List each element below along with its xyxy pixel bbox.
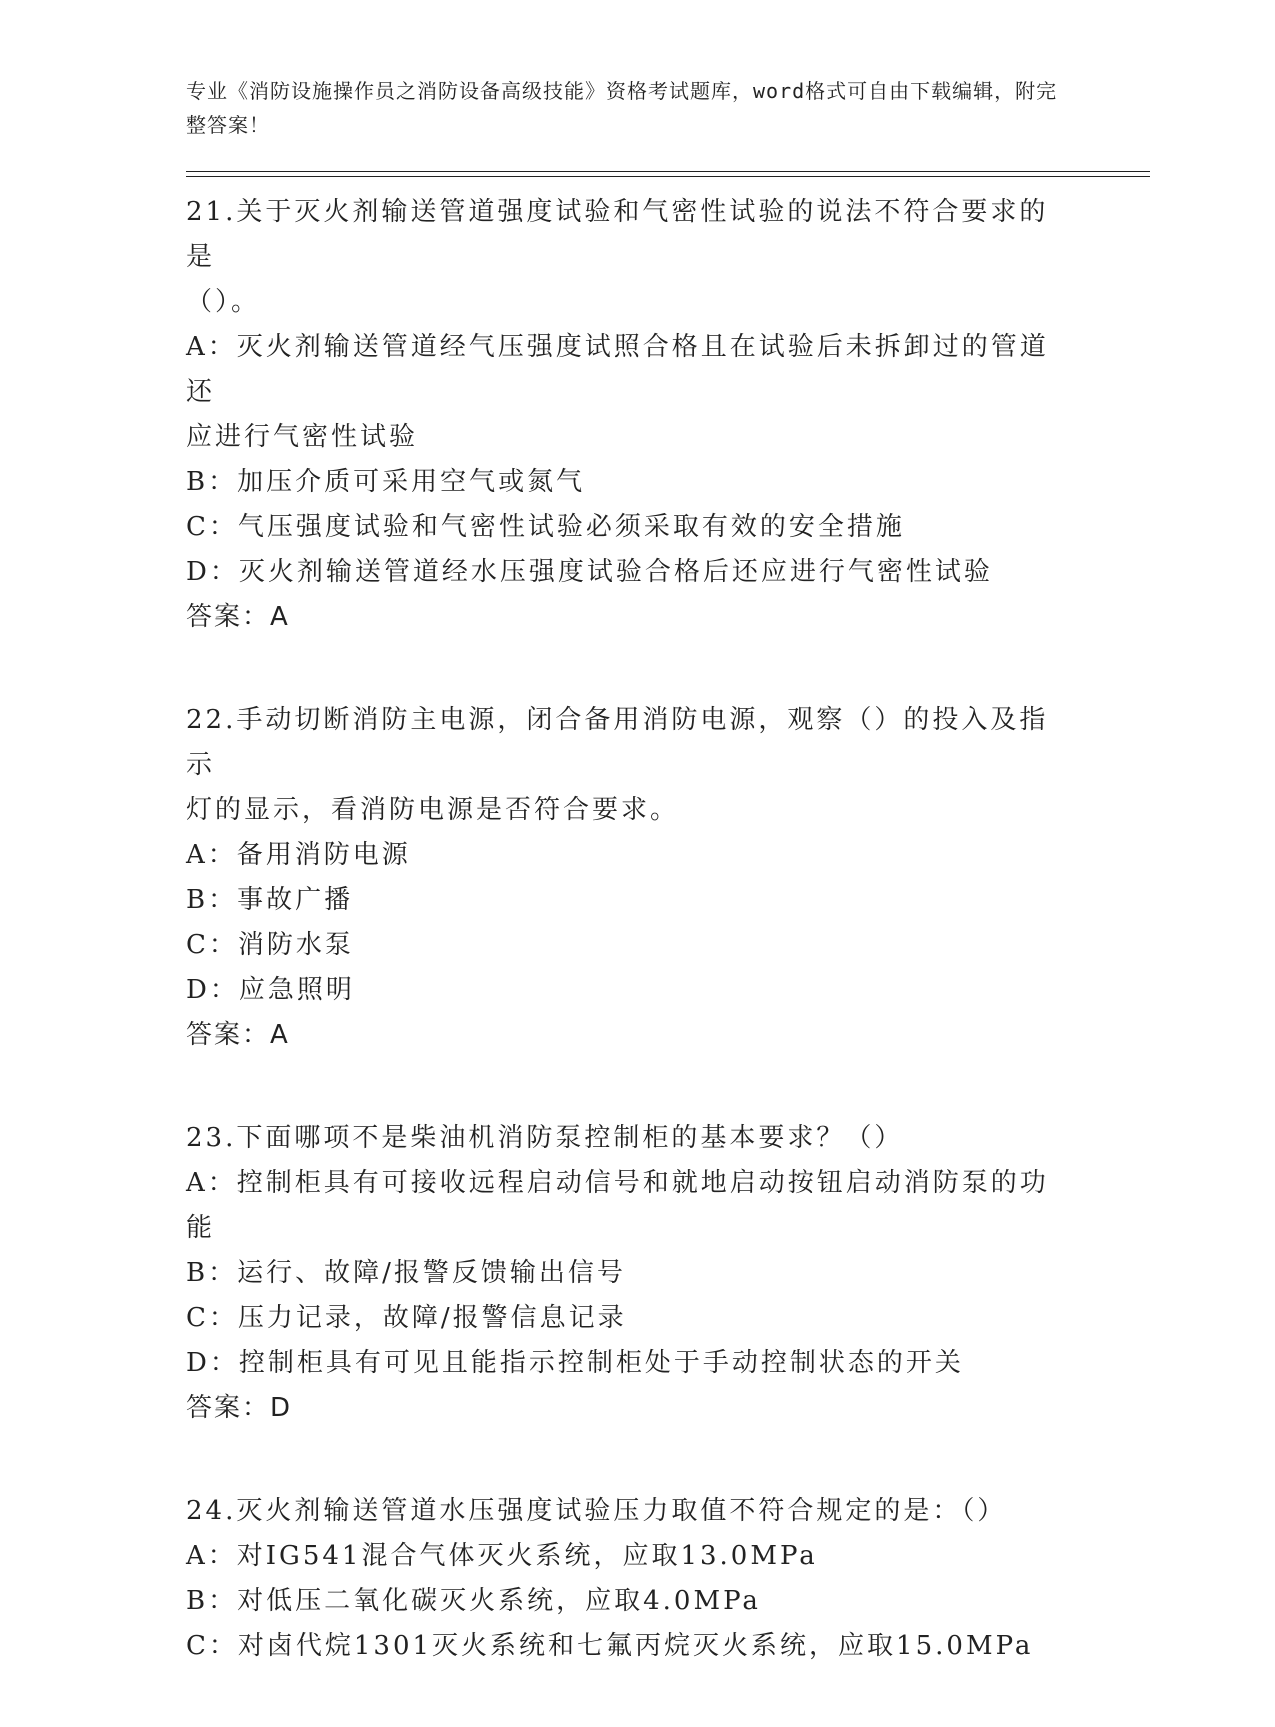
question-number: 24. xyxy=(186,1496,237,1526)
question-stem-line: 灭火剂输送管道水压强度试验压力取值不符合规定的是：（） xyxy=(236,1496,1007,1526)
option-a-continued: 应进行气密性试验 xyxy=(186,422,419,452)
question-stem-line: 关于灭火剂输送管道强度试验和气密性试验的说法不符合要求的是 xyxy=(186,197,1049,272)
option-b: B：加压介质可采用空气或氮气 xyxy=(186,467,586,497)
option-c: C：消防水泵 xyxy=(186,930,354,960)
option-b: B：对低压二氧化碳灭火系统，应取4.0MPa xyxy=(186,1586,761,1616)
question-22 xyxy=(186,698,1076,1058)
header-rule-bottom xyxy=(186,176,1150,177)
option-a: A：灭火剂输送管道经气压强度试照合格且在试验后未拆卸过的管道还 xyxy=(186,332,1049,407)
answer: 答案：A xyxy=(186,602,290,632)
question-stem xyxy=(186,1116,1076,1161)
option-b: B：运行、故障/报警反馈输出信号 xyxy=(186,1258,626,1288)
document-header xyxy=(186,74,1066,142)
question-24 xyxy=(186,1489,1076,1669)
option-a: A：备用消防电源 xyxy=(186,840,411,870)
header-text: 专业《消防设施操作员之消防设备高级技能》资格考试题库，word格式可自由下载编辑，附完整答案！ xyxy=(186,79,1058,137)
question-stem-line: 手动切断消防主电源，闭合备用消防电源，观察（）的投入及指示 xyxy=(186,705,1049,780)
question-stem xyxy=(186,698,1076,788)
question-stem xyxy=(186,190,1076,280)
header-rule-top xyxy=(186,171,1150,172)
option-a: A：对IG541混合气体灭火系统，应取13.0MPa xyxy=(186,1541,818,1571)
question-number: 22. xyxy=(186,705,237,735)
option-c: C：气压强度试验和气密性试验必须采取有效的安全措施 xyxy=(186,512,905,542)
option-b: B：事故广播 xyxy=(186,885,354,915)
question-21 xyxy=(186,190,1076,640)
question-stem xyxy=(186,1489,1076,1534)
option-d: D：控制柜具有可见且能指示控制柜处于手动控制状态的开关 xyxy=(186,1348,964,1378)
answer: 答案：A xyxy=(186,1020,290,1050)
answer: 答案：D xyxy=(186,1393,293,1423)
option-c: C：对卤代烷1301灭火系统和七氟丙烷灭火系统，应取15.0MPa xyxy=(186,1631,1034,1661)
question-number: 21. xyxy=(186,197,237,227)
option-c: C：压力记录，故障/报警信息记录 xyxy=(186,1303,627,1333)
option-a: A：控制柜具有可接收远程启动信号和就地启动按钮启动消防泵的功能 xyxy=(186,1168,1049,1243)
question-stem-line: 下面哪项不是柴油机消防泵控制柜的基本要求？（） xyxy=(236,1123,904,1153)
question-stem-line: （）。 xyxy=(186,287,261,317)
question-list xyxy=(186,190,1076,1727)
option-d: D：应急照明 xyxy=(186,975,355,1005)
question-23 xyxy=(186,1116,1076,1431)
question-stem-line: 灯的显示，看消防电源是否符合要求。 xyxy=(186,795,680,825)
question-number: 23. xyxy=(186,1123,237,1153)
option-d: D：灭火剂输送管道经水压强度试验合格后还应进行气密性试验 xyxy=(186,557,993,587)
